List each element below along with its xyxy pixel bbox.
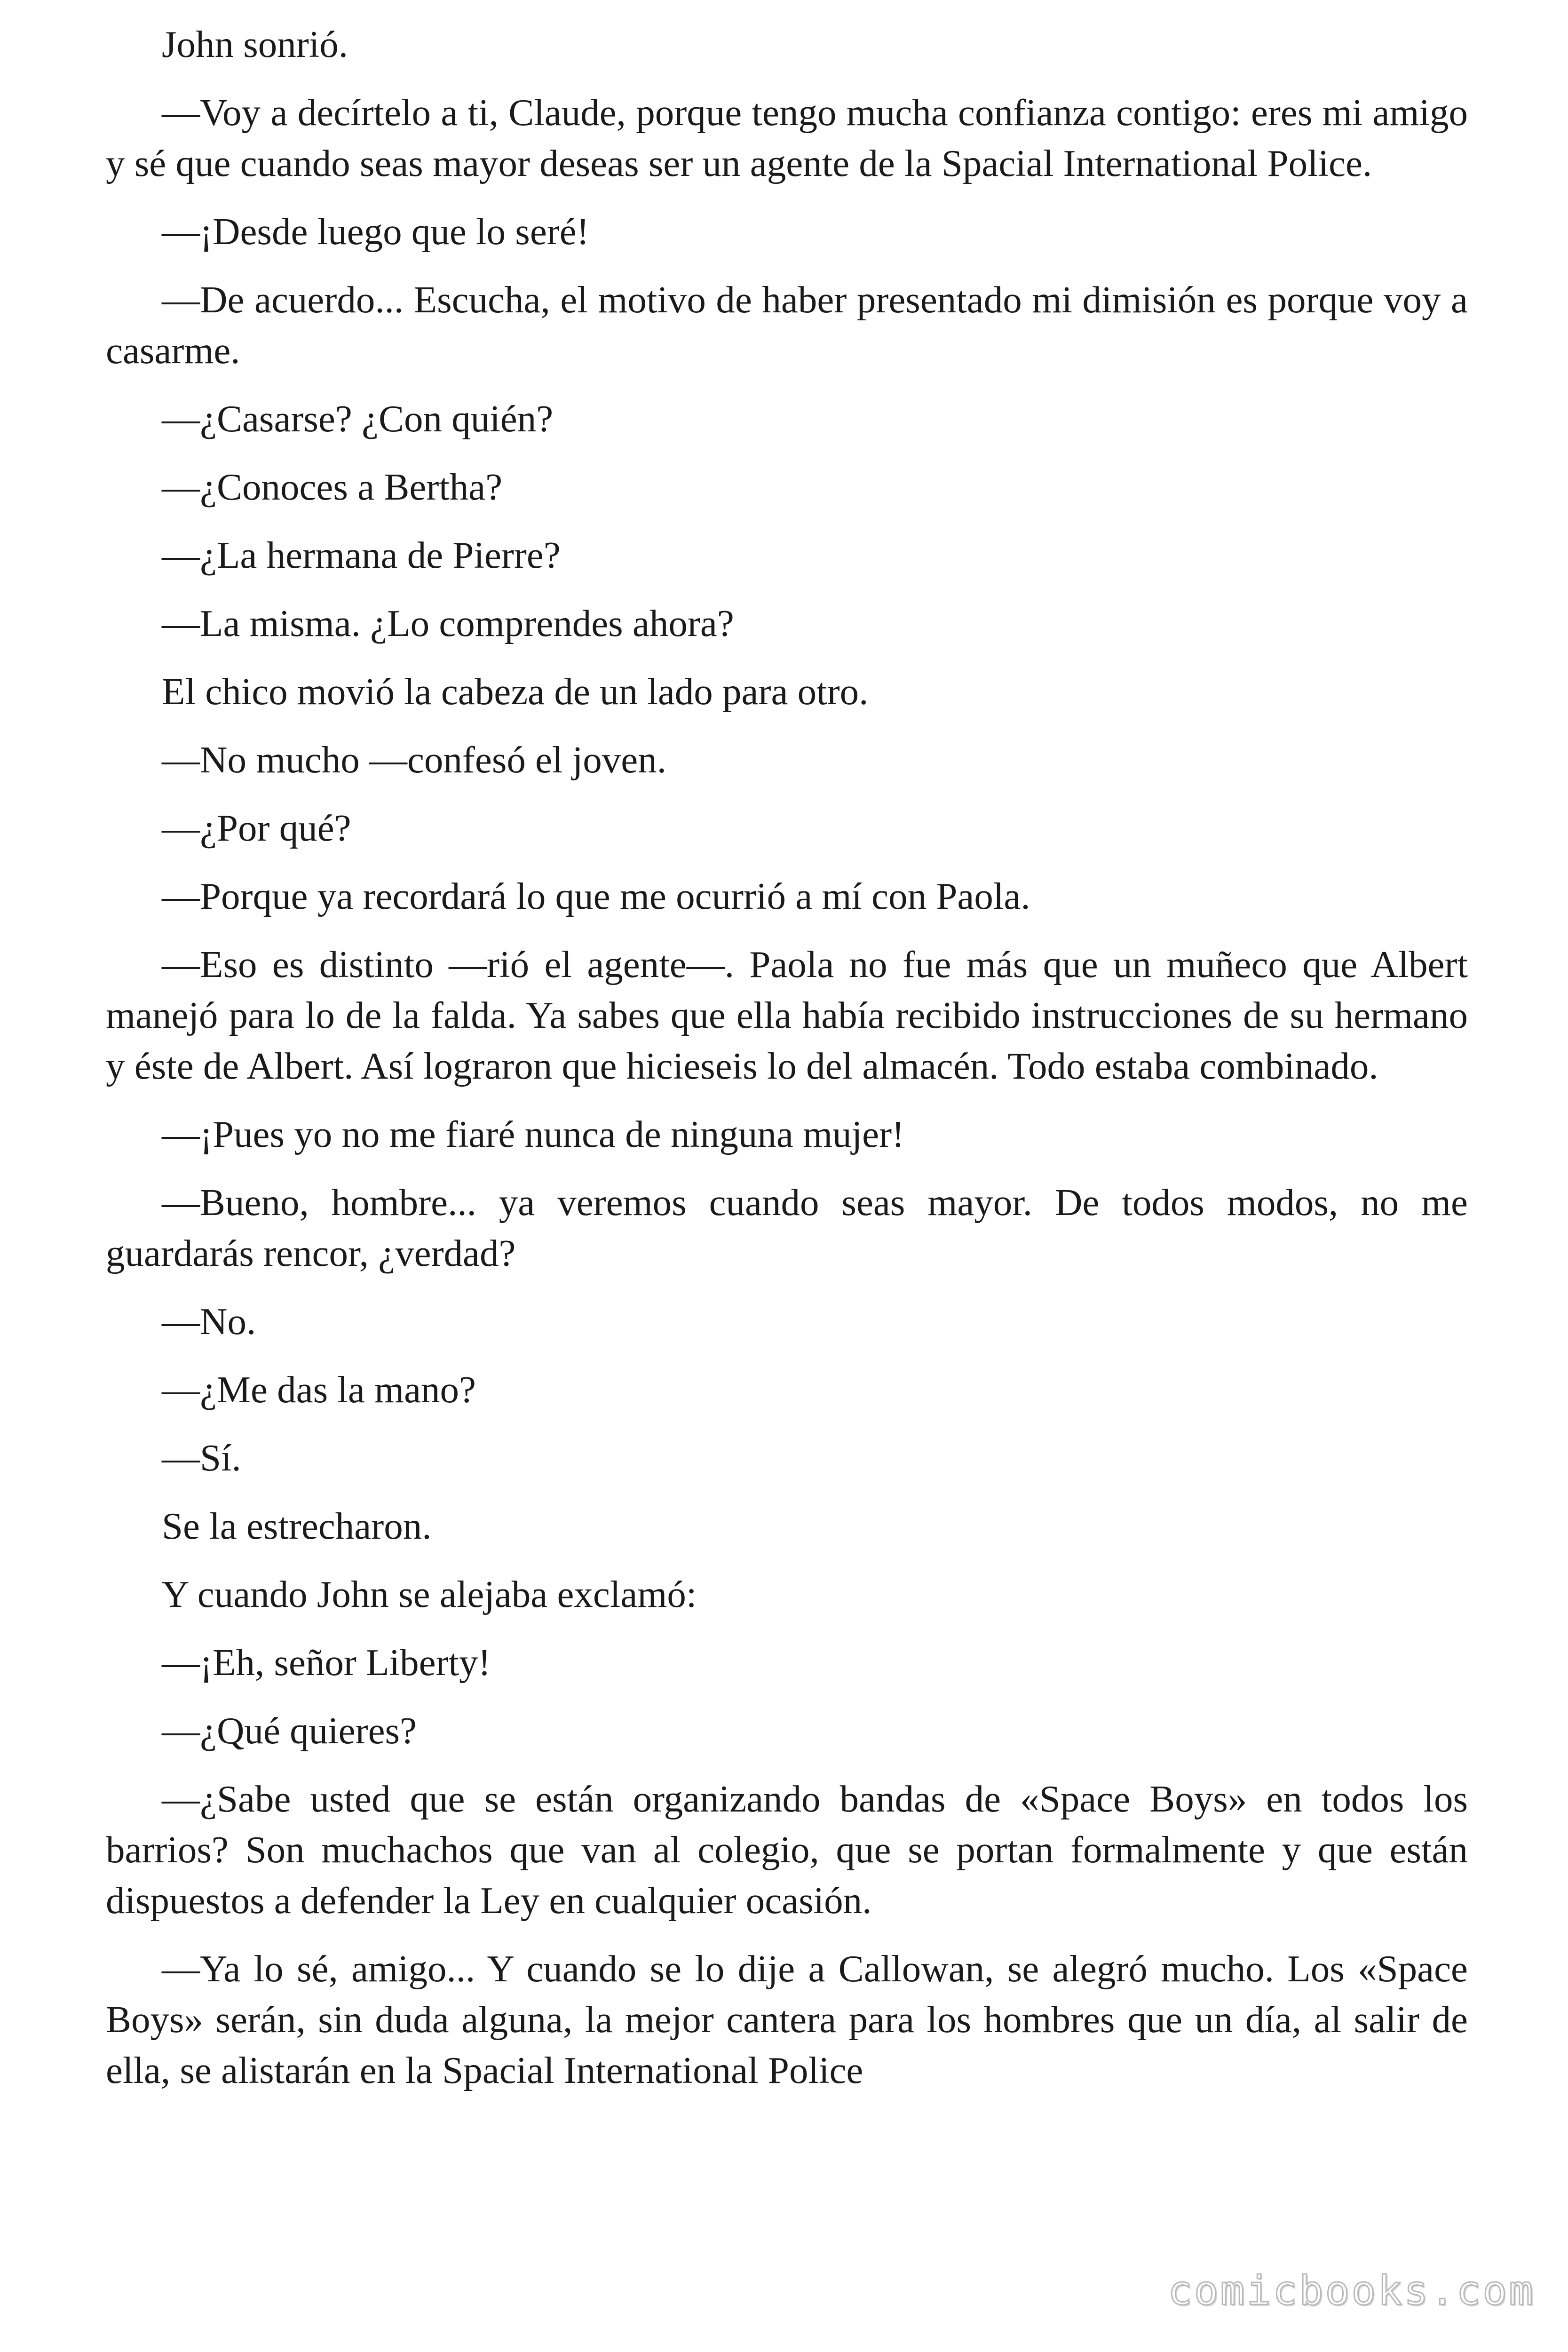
paragraph: —¿Conoces a Bertha? [162,466,503,508]
paragraph: —¿Sabe usted que se están organizando bandas de «Space Boys» en todos los barrios? Son muchachos que van al colegio, que se portan formalmente y que están dispuestos a defender la Ley en cualquier ocasión. [106,1778,1468,1922]
paragraph: —De acuerdo... Escucha, el motivo de haber presentado mi dimisión es porque voy a casarme. [106,278,1468,372]
paragraph: —¿Casarse? ¿Con quién? [162,397,554,440]
paragraph: —No. [162,1300,256,1343]
paragraph: Se la estrecharon. [162,1505,432,1547]
paragraph: —La misma. ¿Lo comprendes ahora? [162,602,734,644]
watermark: comicbooks.com [1168,2267,1535,2314]
paragraph: —¿Me das la mano? [162,1368,476,1411]
paragraph: —Bueno, hombre... ya veremos cuando seas mayor. De todos modos, no me guardarás rencor, ¿verdad? [106,1181,1468,1274]
paragraph: John sonrió. [162,23,348,65]
paragraph: —Ya lo sé, amigo... Y cuando se lo dije a Callowan, se alegró mucho. Los «Space Boys» serán, sin duda alguna, la mejor cantera para los hombres que un día, al salir de ella, se alistarán en la Spacial International Police [106,1947,1468,2091]
paragraph: —¡Pues yo no me fiaré nunca de ninguna mujer! [162,1113,905,1155]
paragraph: —¿La hermana de Pierre? [162,534,561,576]
paragraph: —Porque ya recordará lo que me ocurrió a mí con Paola. [162,875,1030,917]
paragraph: —Sí. [162,1437,241,1479]
paragraph: —¡Eh, señor Liberty! [162,1641,491,1684]
paragraph: Y cuando John se alejaba exclamó: [162,1573,697,1615]
paragraph: —¡Desde luego que lo seré! [162,210,589,253]
paragraph: —No mucho —confesó el joven. [162,739,667,781]
paragraph: —¿Por qué? [162,807,351,849]
paragraph: —Eso es distinto —rió el agente—. Paola no fue más que un muñeco que Albert manejó para lo de la falda. Ya sabes que ella había recibido instrucciones de su hermano y éste de Albert. Así lograron que hicieseis lo del almacén. Todo estaba combinado. [106,943,1468,1087]
page-body [106,19,1468,2113]
paragraph: —Voy a decírtelo a ti, Claude, porque tengo mucha confianza contigo: eres mi amigo y sé que cuando seas mayor deseas ser un agente de la Spacial International Police. [106,91,1468,184]
paragraph: —¿Qué quieres? [162,1709,417,1752]
paragraph: El chico movió la cabeza de un lado para otro. [162,670,869,713]
